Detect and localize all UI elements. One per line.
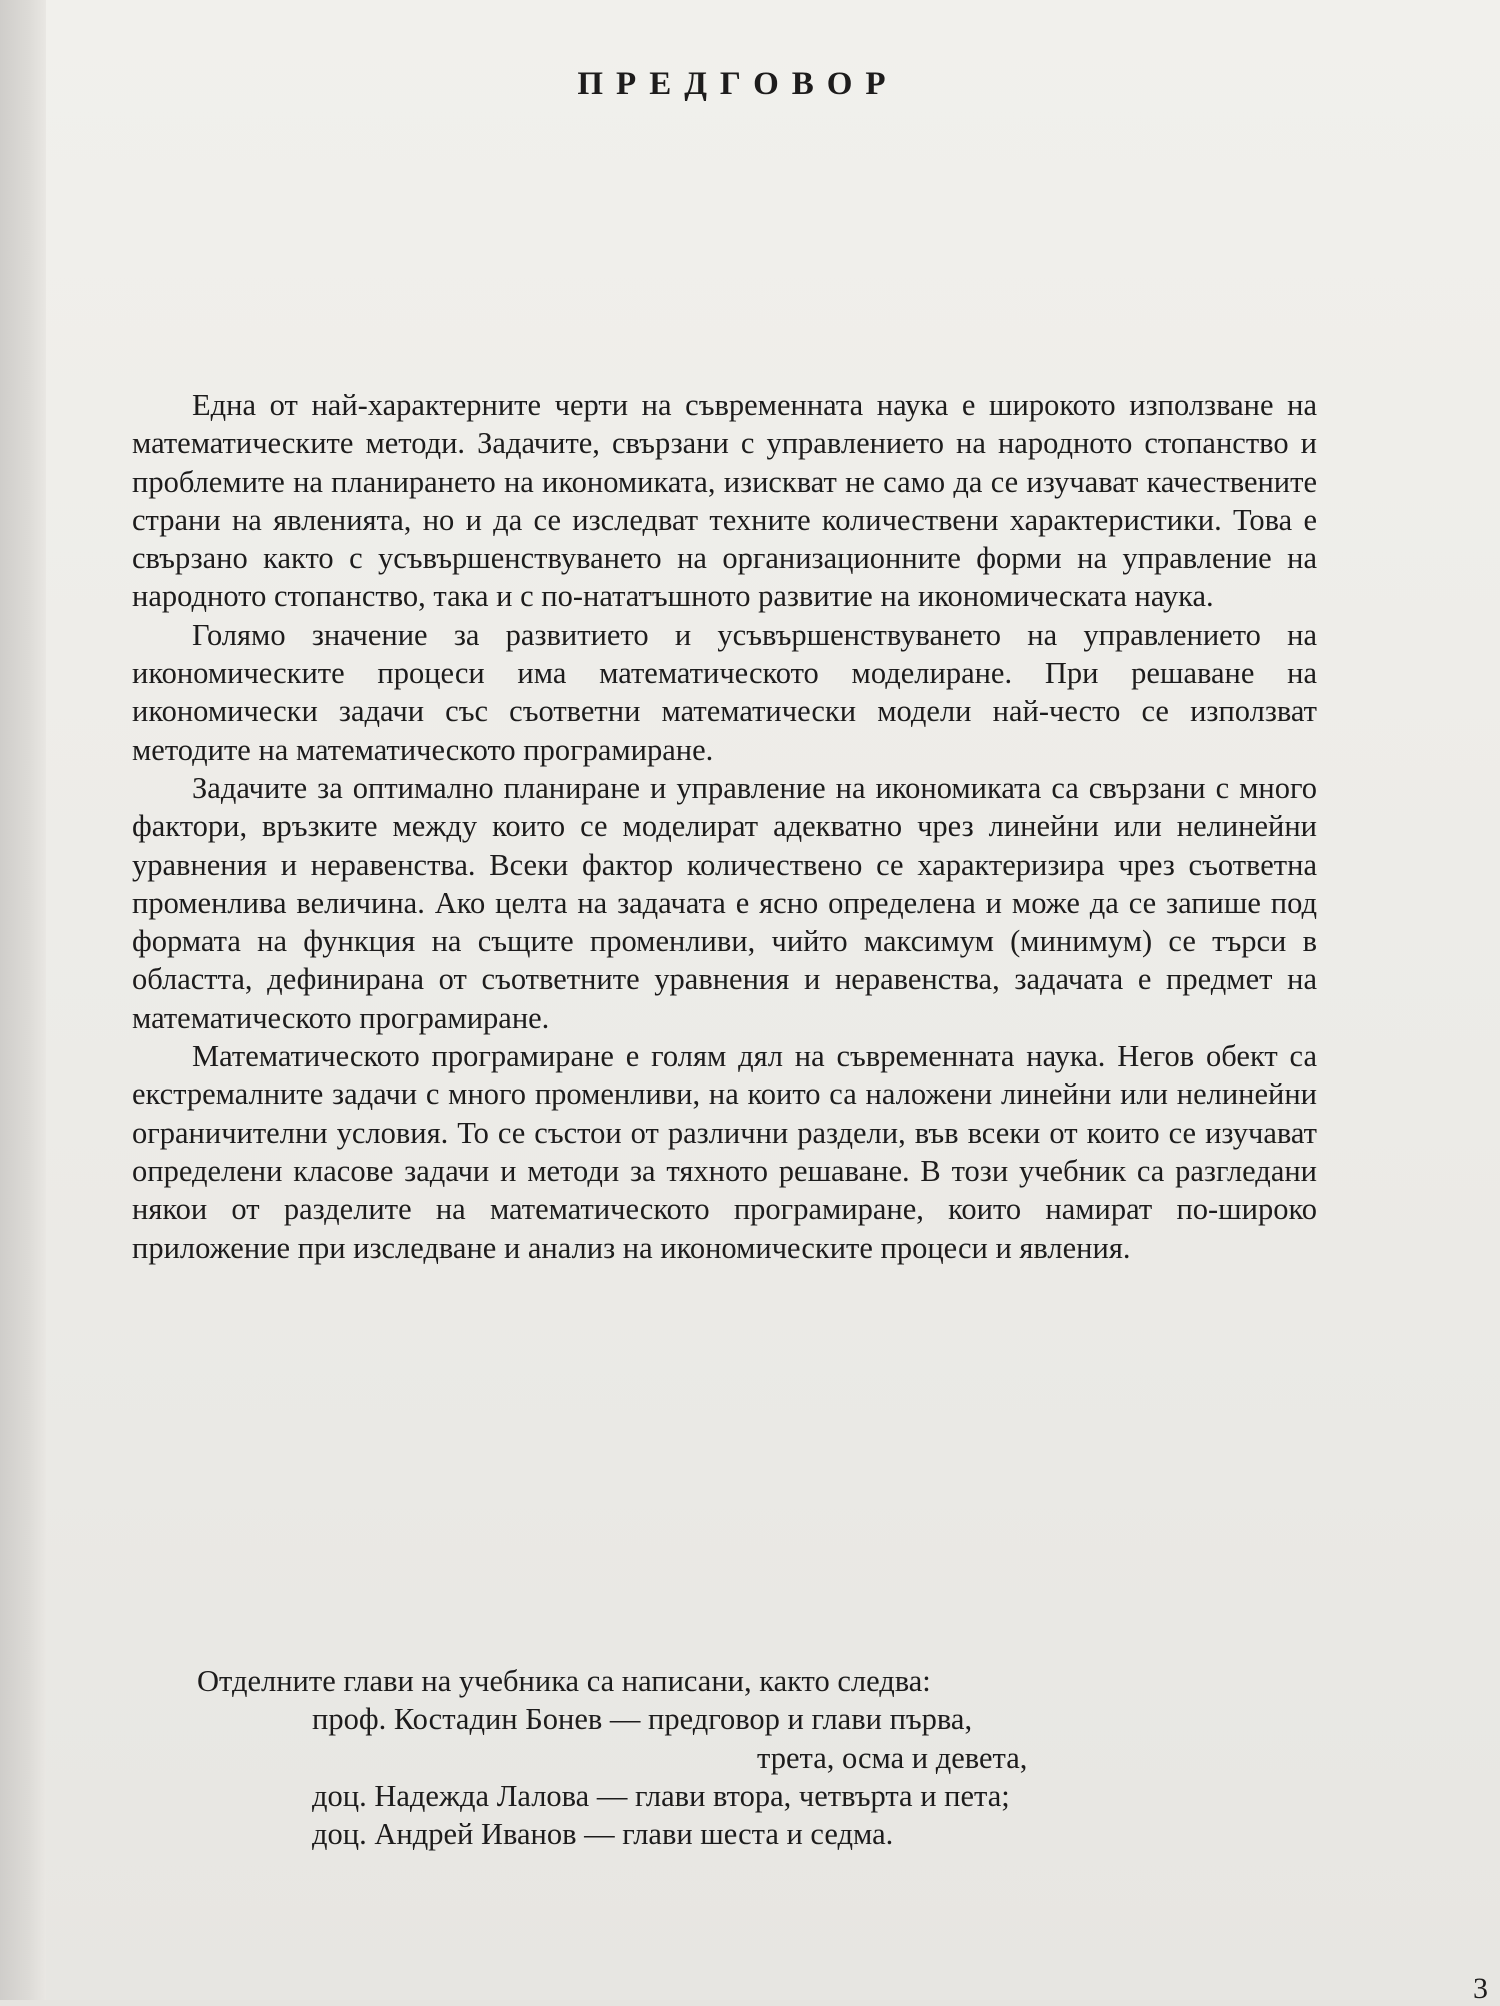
- page-gutter: [0, 0, 46, 2000]
- paragraph: Задачите за оптимално планиране и управление на икономиката са свързани с много фактори, връзките между които се моделират адекватно чрез линейни или нелинейни уравнения и неравенства. Всеки фактор количествено се характеризира чрез съответна променлива величина. Ако целта на задачата е ясно определена и може да се запише под формата на функция на същите променливи, чийто максимум (минимум) се търси в областта, дефинирана от съответните уравнения и неравенства, задачата е предмет на математическото програмиране.: [132, 770, 1317, 1035]
- author-line: доц. Андрей Иванов — глави шеста и седма.: [312, 1817, 894, 1852]
- paragraph: Математическото програмиране е голям дял на съвременната наука. Негов обект са екстремалните задачи с много променливи, на които са наложени линейни или нелинейни ограничителни условия. То се състои от различни раздели, във всеки от които се изучават определени класове задачи и методи за тяхното решаване. В този учебник са разгледани някои от разделите на математическото програмиране, които намират по-широко приложение при изследване и анализ на икономическите процеси и явления.: [132, 1039, 1317, 1265]
- page-title: ПРЕДГОВОР: [577, 66, 899, 102]
- preface-body: [132, 386, 1317, 1267]
- author-line: доц. Надежда Лалова — глави втора, четвърта и пета;: [312, 1778, 1010, 1813]
- paragraph: Голямо значение за развитието и усъвършенствуването на управлението на икономическите процеси има математическото моделиране. При решаване на икономически задачи със съответни математически модели най-често се използват методите на математическото програмиране.: [132, 617, 1317, 767]
- paragraph: Една от най-характерните черти на съвременната наука е широкото използване на математическите методи. Задачите, свързани с управлението на народното стопанство и проблемите на планирането на икономиката, изискват не само да се изучават качествените страни на явленията, но и да се изследват техните количествени характеристики. Това е свързано както с усъвършенствуването на организационните форми на управление на народното стопанство, така и с по-нататъшното развитие на икономическата наука.: [132, 388, 1317, 614]
- authors-intro: Отделните глави на учебника са написани, както следва:: [197, 1664, 931, 1698]
- authors-section: [132, 1662, 1317, 1853]
- author-line: проф. Костадин Бонев — предговор и глави първа,: [312, 1702, 973, 1737]
- author-line-continuation: трета, осма и девета,: [757, 1740, 1028, 1775]
- page-number: 3: [1473, 1972, 1488, 2005]
